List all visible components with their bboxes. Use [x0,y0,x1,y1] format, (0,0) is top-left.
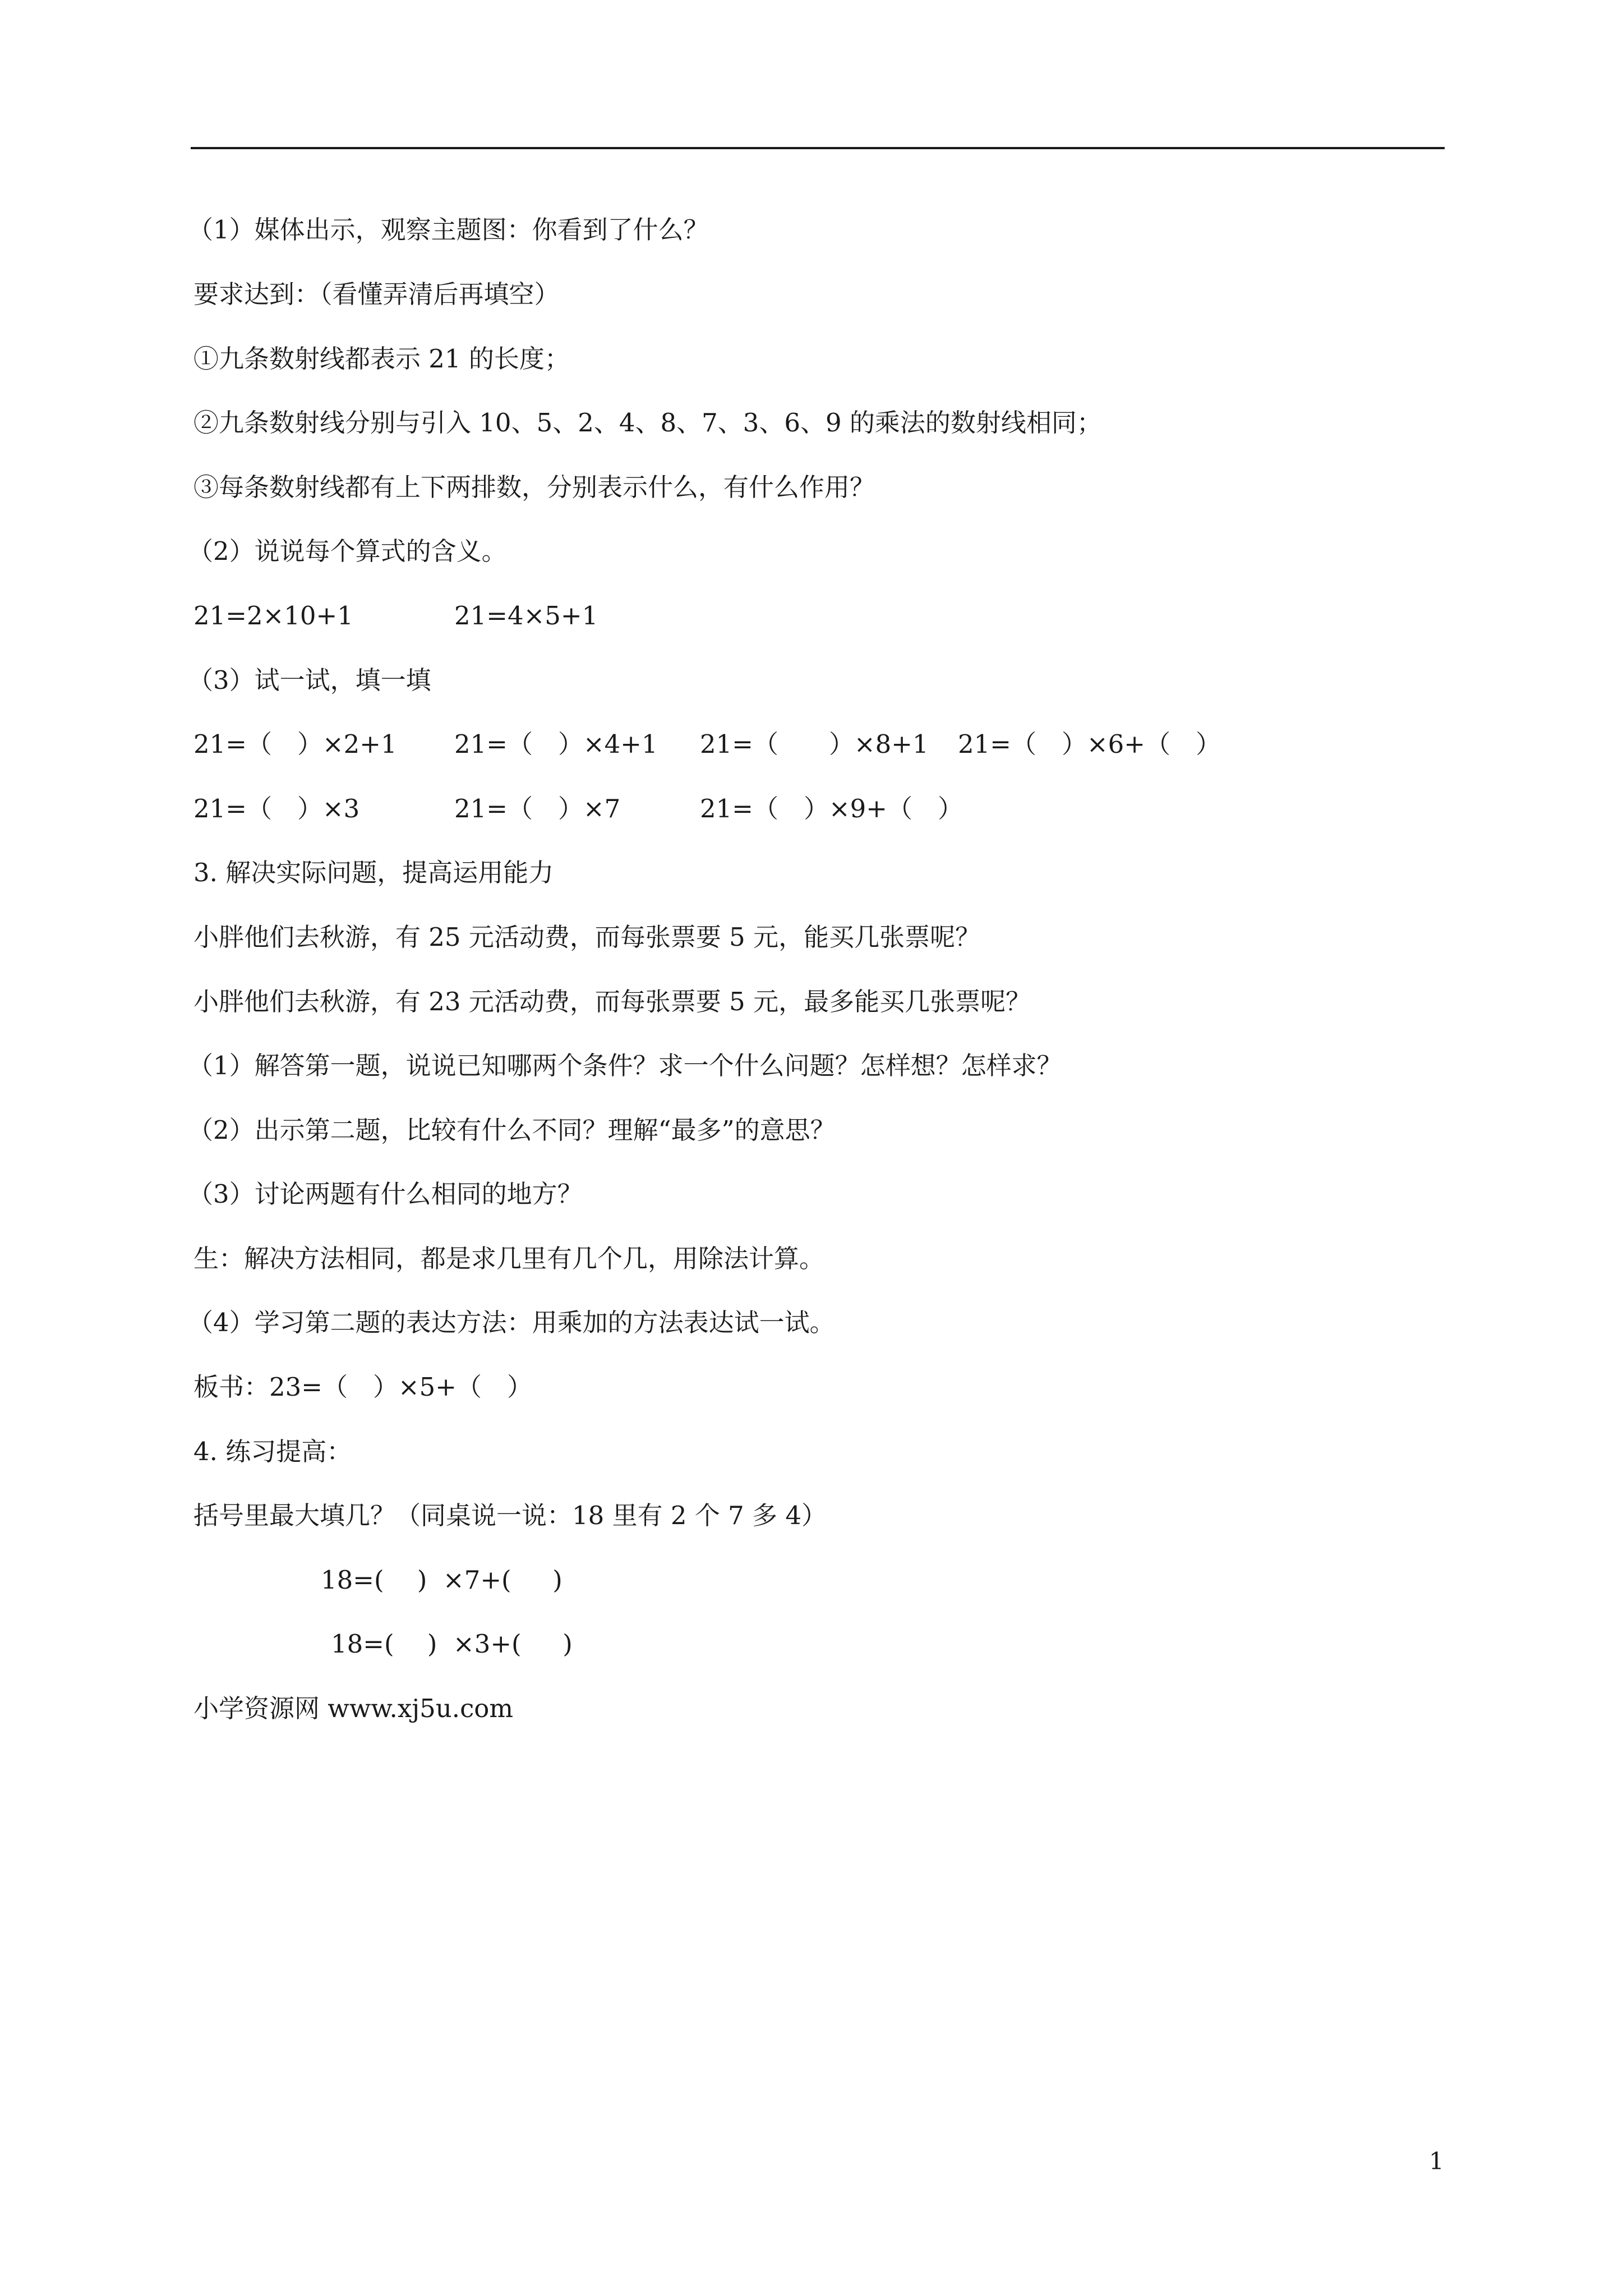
text-line: （2）说说每个算式的含义。 [188,536,507,566]
text-line: （1）解答第一题，说说已知哪两个条件？求一个什么问题？怎样想？怎样求？ [188,1051,1062,1080]
page-number: 1 [1429,2147,1444,2175]
text-line: （1）媒体出示，观察主题图：你看到了什么？ [188,215,709,245]
section-heading: 3. 解决实际问题，提高运用能力 [193,858,554,887]
formula-item: 21=（ ）×4+1 [454,729,658,759]
formula-item: 21=（ ）×2+1 [193,729,397,759]
exercise-line: 18=( ) ×3+( ) [331,1629,573,1659]
text-line: 小胖他们去秋游，有 23 元活动费，而每张票要 5 元，最多能买几张票呢？ [193,987,1031,1016]
text-line: ①九条数射线都表示 21 的长度； [193,344,570,374]
source-credit: 小学资源网 www.xj5u.com [193,1694,514,1723]
exercise-line: 18=( ) ×7+( ) [321,1565,562,1595]
formula-item: 21=（ ）×7 [454,794,621,823]
text-line: ②九条数射线分别与引入 10、5、2、4、8、7、3、6、9 的乘法的数射线相同； [193,408,1102,438]
formula-item: 21=（ ）×9+（ ） [700,794,963,823]
formula-item: 21=2×10+1 [193,601,353,631]
text-line: 括号里最大填几？（同桌说一说：18 里有 2 个 7 多 4） [193,1501,827,1530]
formula-item: 21=（ ）×6+（ ） [958,729,1221,759]
text-line: 小胖他们去秋游，有 25 元活动费，而每张票要 5 元，能买几张票呢？ [193,922,981,952]
formula-item: 21=（ ）×8+1 [700,729,929,759]
text-line: （4）学习第二题的表达方法：用乘加的方法表达试一试。 [188,1308,835,1337]
text-line: 生：解决方法相同，都是求几里有几个几，用除法计算。 [193,1244,825,1273]
text-line: 板书：23=（ ）×5+（ ） [193,1372,533,1402]
text-line: ③每条数射线都有上下两排数，分别表示什么，有什么作用？ [193,472,875,502]
text-line: （2）出示第二题，比较有什么不同？理解“最多”的意思？ [188,1115,836,1145]
text-line: （3）讨论两题有什么相同的地方？ [188,1179,583,1209]
header-rule [191,147,1445,149]
formula-item: 21=4×5+1 [454,601,598,631]
formula-item: 21=（ ）×3 [193,794,360,823]
text-line: （3）试一试，填一填 [188,665,431,695]
section-heading: 4. 练习提高： [193,1437,352,1466]
text-line: 要求达到：（看懂弄清后再填空） [193,279,560,309]
